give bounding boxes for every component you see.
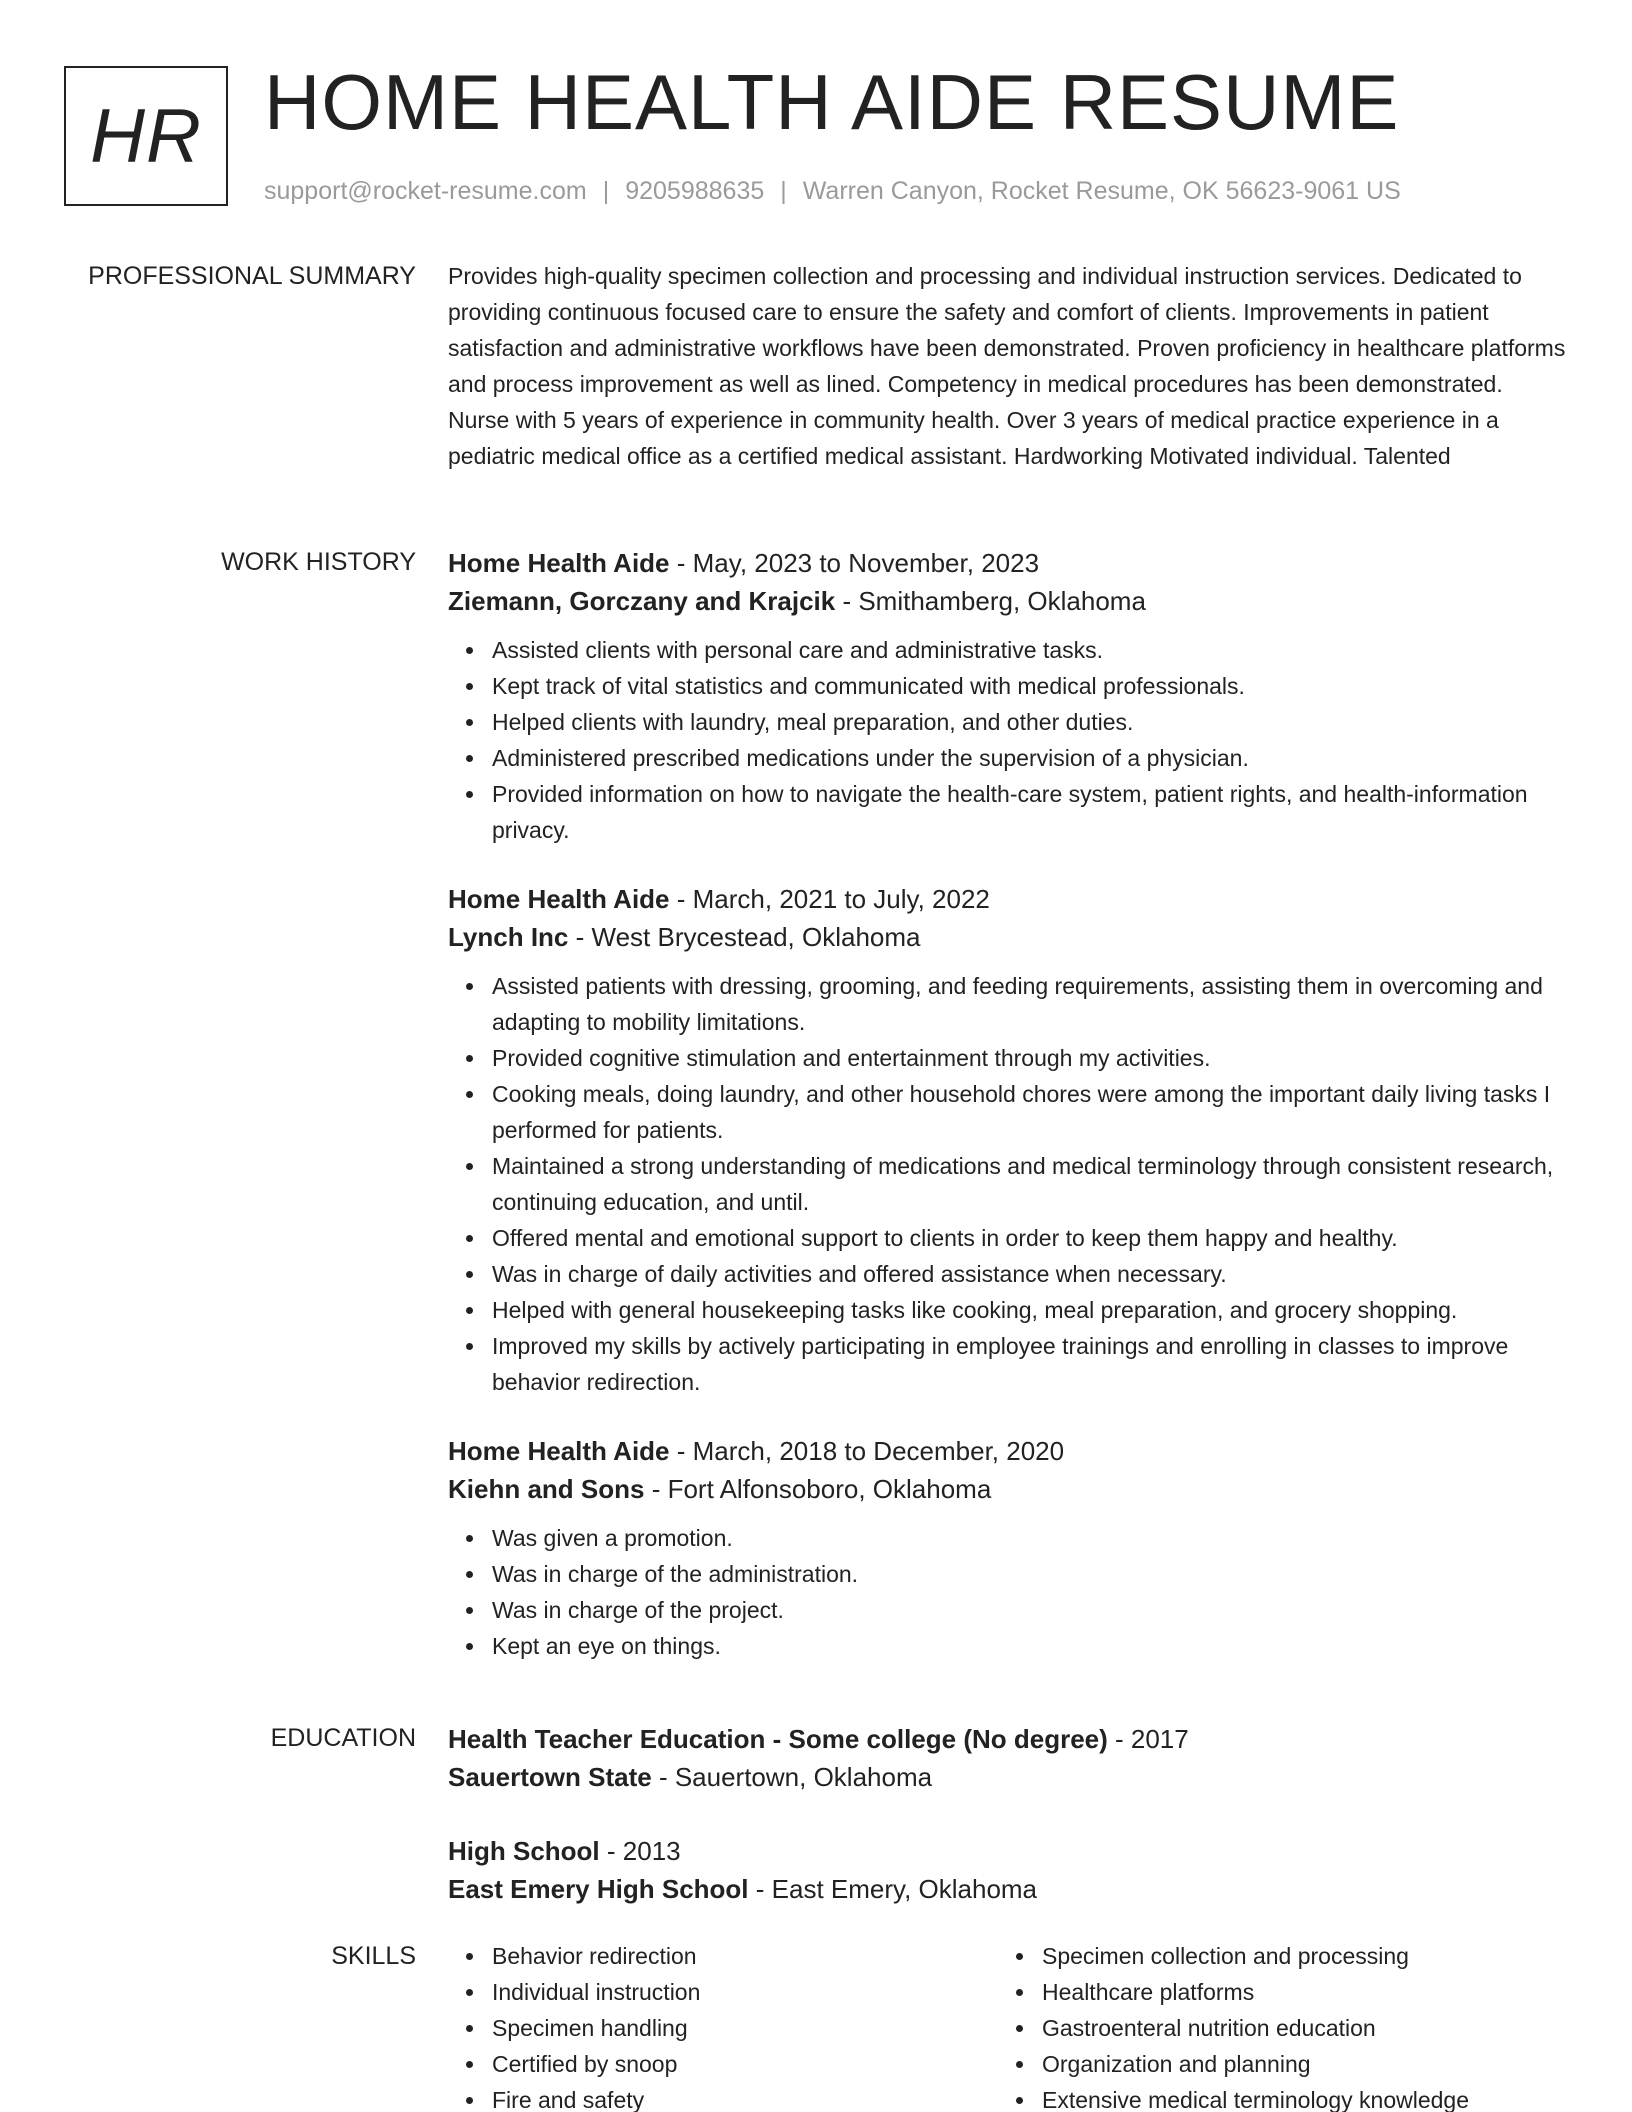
job-bullet: Provided information on how to navigate the health-care system, patient rights, and health-information privacy. xyxy=(492,776,1568,848)
job-bullet: Cooking meals, doing laundry, and other household chores were among the important daily living tasks I performed for patients. xyxy=(492,1076,1568,1148)
job-company-line xyxy=(448,582,1568,620)
monogram-initials: HR xyxy=(90,93,202,179)
education-year: - 2013 xyxy=(599,1836,681,1866)
job-bullet: Provided cognitive stimulation and entertainment through my activities. xyxy=(492,1040,1568,1076)
skill-item: Specimen handling xyxy=(492,2010,998,2046)
skills-column-right xyxy=(998,1938,1548,2112)
job-title-line xyxy=(448,1432,1568,1470)
contact-phone[interactable]: 9205988635 xyxy=(625,177,765,205)
skills-body xyxy=(448,1938,1568,2112)
education-school-line xyxy=(448,1870,1568,1908)
skill-item: Organization and planning xyxy=(1042,2046,1548,2082)
skill-item: Individual instruction xyxy=(492,1974,998,2010)
education-degree-line xyxy=(448,1720,1568,1758)
skills-list-left xyxy=(448,1938,998,2112)
job-bullet-list xyxy=(448,632,1568,848)
education-school-line xyxy=(448,1758,1568,1796)
job-dates: - May, 2023 to November, 2023 xyxy=(669,548,1040,578)
skills-columns xyxy=(448,1938,1568,2112)
education-body xyxy=(448,1720,1568,1944)
job-title: Home Health Aide xyxy=(448,548,670,578)
job-bullet: Helped with general housekeeping tasks like cooking, meal preparation, and grocery shopping. xyxy=(492,1292,1568,1328)
skill-item: Specimen collection and processing xyxy=(1042,1938,1548,1974)
job-bullet: Was in charge of daily activities and offered assistance when necessary. xyxy=(492,1256,1568,1292)
job-dates: - March, 2021 to July, 2022 xyxy=(669,884,990,914)
contact-address: Warren Canyon, Rocket Resume, OK 56623-9061 US xyxy=(802,177,1401,205)
education-entry xyxy=(448,1832,1568,1908)
job-bullet: Improved my skills by actively participating in employee trainings and enrolling in classes to improve behavior redirection. xyxy=(492,1328,1568,1400)
job-bullet-list xyxy=(448,968,1568,1400)
job-bullet: Administered prescribed medications under the supervision of a physician. xyxy=(492,740,1568,776)
monogram-box xyxy=(64,66,228,206)
skill-item: Behavior redirection xyxy=(492,1938,998,1974)
education-location: - Sauertown, Oklahoma xyxy=(651,1762,933,1792)
summary-body xyxy=(448,258,1568,474)
job-title-line xyxy=(448,880,1568,918)
education-degree-line xyxy=(448,1832,1568,1870)
skill-item: Fire and safety xyxy=(492,2082,998,2112)
job-bullet-list xyxy=(448,1520,1568,1664)
job-bullet: Was in charge of the administration. xyxy=(492,1556,1568,1592)
job-company-line xyxy=(448,1470,1568,1508)
job-entry xyxy=(448,1432,1568,1664)
skills-column-left xyxy=(448,1938,998,2112)
education-school: East Emery High School xyxy=(448,1874,749,1904)
skill-item: Certified by snoop xyxy=(492,2046,998,2082)
job-dates: - March, 2018 to December, 2020 xyxy=(669,1436,1065,1466)
job-bullet: Assisted patients with dressing, grooming, and feeding requirements, assisting them in overcoming and adapting to mobility limitations. xyxy=(492,968,1568,1040)
contact-email[interactable]: support@rocket-resume.com xyxy=(264,177,587,205)
skill-item: Healthcare platforms xyxy=(1042,1974,1548,2010)
education-degree: High School xyxy=(448,1836,600,1866)
job-bullet: Offered mental and emotional support to clients in order to keep them happy and healthy. xyxy=(492,1220,1568,1256)
job-title-line xyxy=(448,544,1568,582)
education-year: - 2017 xyxy=(1107,1724,1189,1754)
section-label-work-history: WORK HISTORY xyxy=(221,548,416,576)
section-label-education: EDUCATION xyxy=(270,1724,416,1752)
summary-text: Provides high-quality specimen collection and processing and individual instruction services. Dedicated to providing continuous focused care to ensure the safety and comfort of clients. Improvements in patient satisfaction and administrative workflows have been demonstrated. Proven proficiency in healthcare platforms and process improvement as well as lined. Competency in medical procedures has been demonstrated. Nurse with 5 years of experience in community health. Over 3 years of medical practice experience in a pediatric medical office as a certified medical assistant. Hardworking Motivated individual. Talented xyxy=(448,263,1566,469)
job-bullet: Kept track of vital statistics and communicated with medical professionals. xyxy=(492,668,1568,704)
skills-list-right xyxy=(998,1938,1548,2112)
contact-separator: | xyxy=(780,177,787,205)
job-company: Lynch Inc xyxy=(448,922,569,952)
job-bullet: Helped clients with laundry, meal preparation, and other duties. xyxy=(492,704,1568,740)
contact-line xyxy=(264,174,1401,208)
job-bullet: Kept an eye on things. xyxy=(492,1628,1568,1664)
job-location: - Smithamberg, Oklahoma xyxy=(835,586,1146,616)
job-title: Home Health Aide xyxy=(448,1436,670,1466)
contact-separator: | xyxy=(602,177,610,205)
section-label-summary: PROFESSIONAL SUMMARY xyxy=(88,262,416,290)
resume-title: HOME HEALTH AIDE RESUME xyxy=(264,58,1400,146)
job-bullet: Assisted clients with personal care and administrative tasks. xyxy=(492,632,1568,668)
education-degree: Health Teacher Education - Some college (No degree) xyxy=(448,1724,1108,1754)
skill-item: Extensive medical terminology knowledge xyxy=(1042,2082,1548,2112)
job-bullet: Maintained a strong understanding of medications and medical terminology through consistent research, continuing education, and until. xyxy=(492,1148,1568,1220)
section-label-skills: SKILLS xyxy=(331,1942,416,1970)
job-bullet: Was in charge of the project. xyxy=(492,1592,1568,1628)
job-bullet: Was given a promotion. xyxy=(492,1520,1568,1556)
job-company-line xyxy=(448,918,1568,956)
job-entry xyxy=(448,880,1568,1400)
job-company: Ziemann, Gorczany and Krajcik xyxy=(448,586,836,616)
job-entry xyxy=(448,544,1568,848)
education-school: Sauertown State xyxy=(448,1762,652,1792)
job-location: - West Brycestead, Oklahoma xyxy=(568,922,921,952)
job-title: Home Health Aide xyxy=(448,884,670,914)
education-location: - East Emery, Oklahoma xyxy=(748,1874,1038,1904)
job-company: Kiehn and Sons xyxy=(448,1474,645,1504)
skill-item: Gastroenteral nutrition education xyxy=(1042,2010,1548,2046)
work-history-body xyxy=(448,544,1568,1696)
job-location: - Fort Alfonsoboro, Oklahoma xyxy=(644,1474,992,1504)
education-entry xyxy=(448,1720,1568,1796)
